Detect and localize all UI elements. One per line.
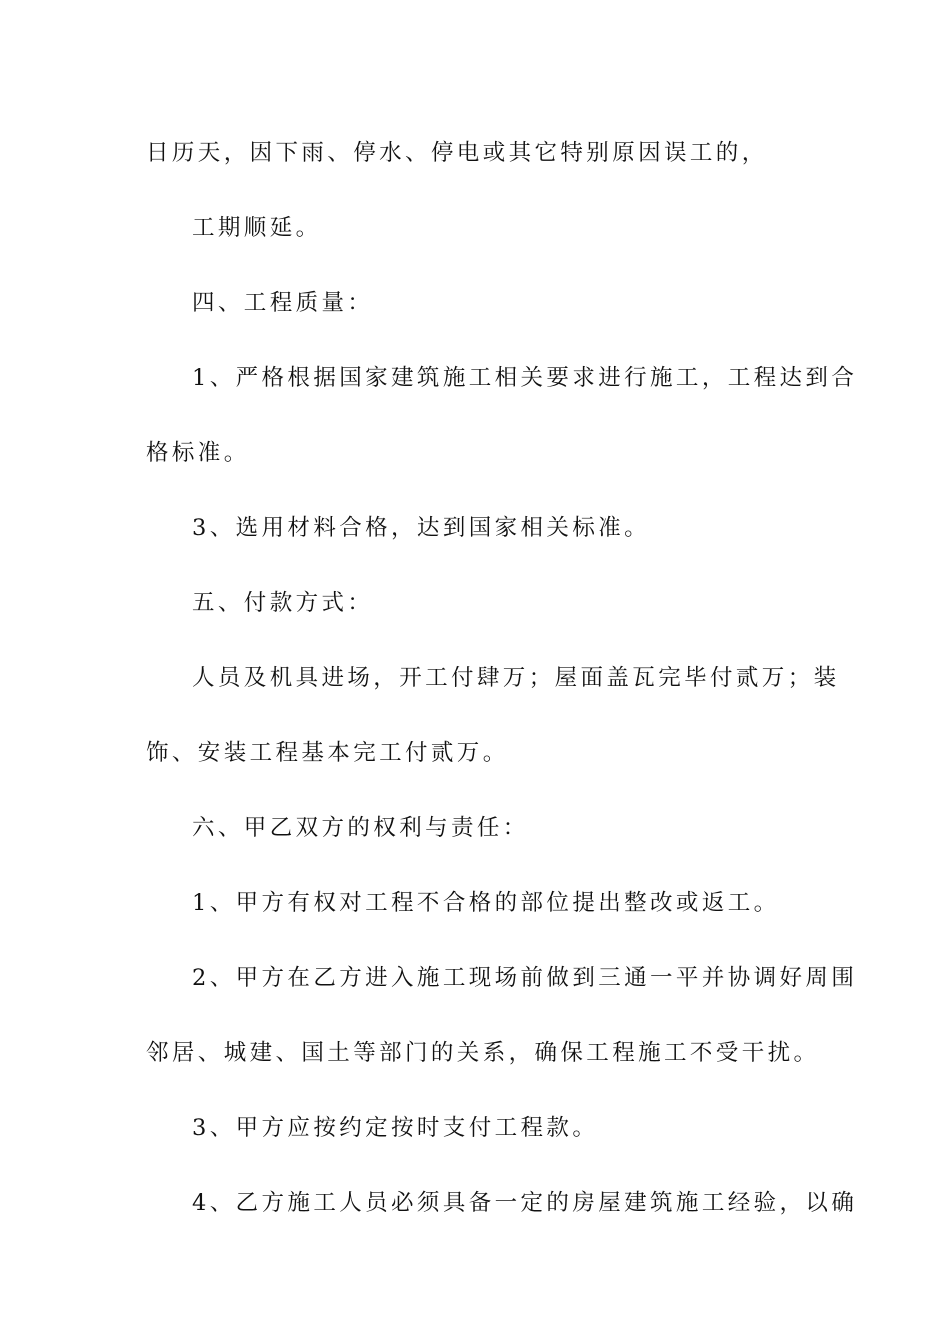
text-line: 饰、安装工程基本完工付贰万。 (146, 740, 509, 766)
section-heading: 六、甲乙双方的权利与责任： (192, 815, 529, 841)
text-line: 工期顺延。 (192, 215, 322, 241)
text-line: 格标准。 (146, 440, 250, 466)
text-line: 日历天，因下雨、停水、停电或其它特别原因误工的， (146, 140, 768, 166)
text-line: 人员及机具进场，开工付肆万；屋面盖瓦完毕付贰万；装 (192, 665, 840, 691)
section-heading: 五、付款方式： (192, 590, 374, 616)
text-line: 邻居、城建、国土等部门的关系，确保工程施工不受干扰。 (146, 1040, 820, 1066)
text-line: 4、乙方施工人员必须具备一定的房屋建筑施工经验，以确 (192, 1190, 858, 1216)
text-line: 1、严格根据国家建筑施工相关要求进行施工，工程达到合 (192, 365, 858, 391)
text-line: 3、选用材料合格，达到国家相关标准。 (192, 515, 651, 541)
text-line: 3、甲方应按约定按时支付工程款。 (192, 1115, 599, 1141)
section-heading: 四、工程质量： (192, 290, 374, 316)
text-line: 2、甲方在乙方进入施工现场前做到三通一平并协调好周围 (192, 965, 858, 991)
text-line: 1、甲方有权对工程不合格的部位提出整改或返工。 (192, 890, 780, 916)
